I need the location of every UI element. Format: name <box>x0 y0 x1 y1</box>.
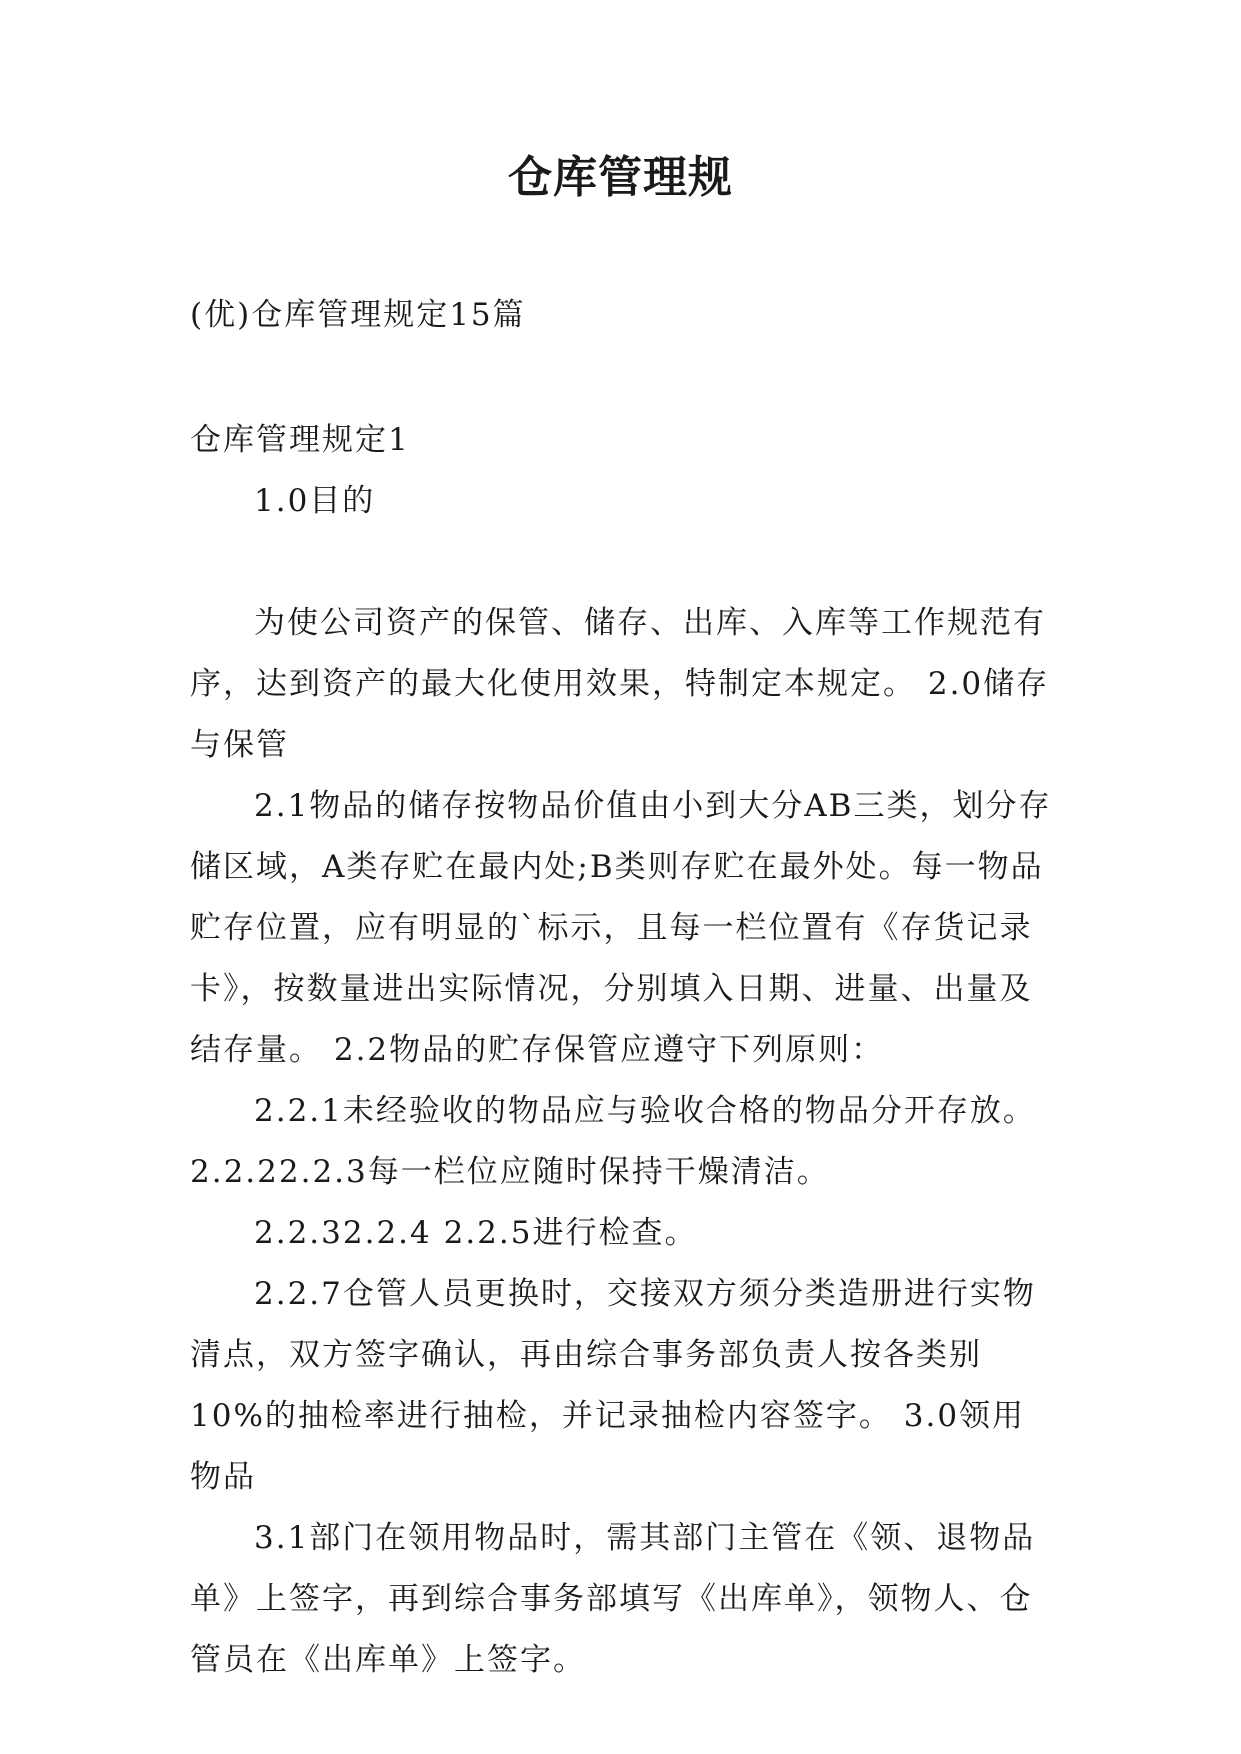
paragraph-requisition: 3.1部门在领用物品时，需其部门主管在《领、退物品单》上签字，再到综合事务部填写《出库单》，领物人、仓管员在《出库单》上签字。 <box>190 1520 1036 1678</box>
paragraph-storage-rules: 2.1物品的储存按物品价值由小到大分AB三类，划分存储区域，A类存贮在最内处;B类则存贮在最外处。每一物品贮存位置，应有明显的`标示，且每一栏位置有《存货记录卡》，按数量进出实际情况，分别填入日期、进量、出量及结存量。 2.2物品的贮存保管应遵守下列原则： <box>190 788 1052 1068</box>
paragraph-handover: 2.2.7仓管人员更换时，交接双方须分类造册进行实物清点，双方签字确认，再由综合事务部负责人按各类别10%的抽检率进行抽检，并记录抽检内容签字。 3.0领用物品 <box>190 1276 1036 1495</box>
page-title: 仓库管理规 <box>508 152 733 203</box>
document-subtitle: (优)仓库管理规定15篇 <box>190 297 526 333</box>
section-heading: 仓库管理规定1 <box>190 422 410 458</box>
paragraph-storage-principle-2: 2.2.32.2.4 2.2.5进行检查。 <box>254 1215 698 1251</box>
paragraph-purpose-heading: 1.0目的 <box>254 483 376 519</box>
paragraph-purpose: 为使公司资产的保管、储存、出库、入库等工作规范有序，达到资产的最大化使用效果，特制定本规定。 2.0储存与保管 <box>190 605 1050 763</box>
paragraph-storage-principle-1: 2.2.1未经验收的物品应与验收合格的物品分开存放。2.2.22.2.3每一栏位应随时保持干燥清洁。 <box>190 1093 1036 1190</box>
document-body <box>190 410 1052 1691</box>
